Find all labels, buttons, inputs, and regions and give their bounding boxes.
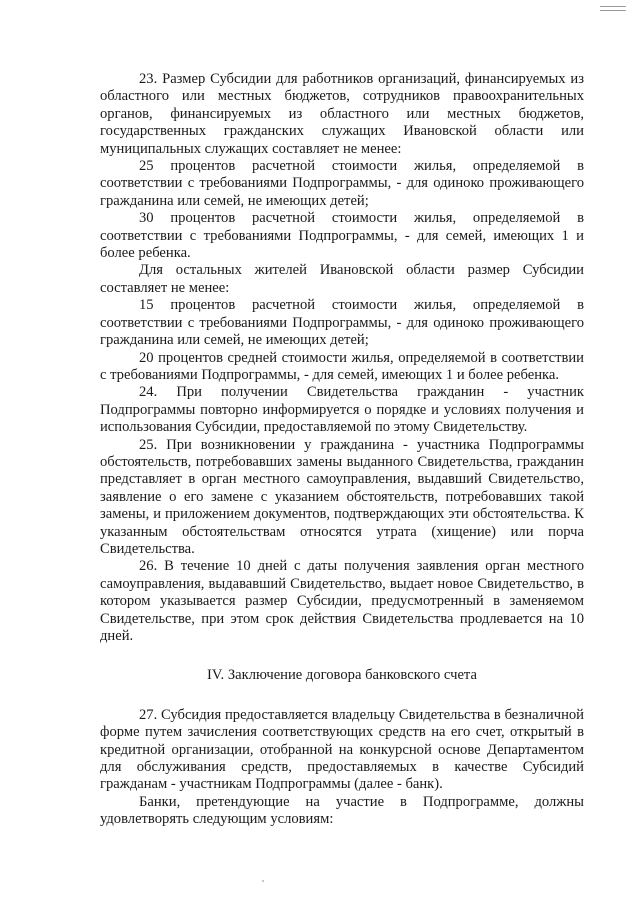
scan-corner-mark: [600, 6, 626, 16]
paragraph-25-percent: 25 процентов расчетной стоимости жилья, определяемой в соответствии с требованиями Подпрограммы, - для одиноко проживающего гражданина или семей, не имеющих детей;: [100, 158, 584, 209]
paragraph-other-residents: Для остальных жителей Ивановской области размер Субсидии составляет не менее:: [100, 262, 584, 296]
paragraph-26: 26. В течение 10 дней с даты получения заявления орган местного самоуправления, выдававший Свидетельство, выдает новое Свидетельство, в котором указывается размер Субсидии, предусмотренный в заменяемом Свидетельстве, при этом срок действия Свидетельства продлевается на 10 дней.: [100, 558, 584, 644]
paragraph-24: 24. При получении Свидетельства гражданин - участник Подпрограммы повторно информируется о порядке и условиях получения и использования Субсидии, предоставляемой по этому Свидетельству.: [100, 384, 584, 436]
paragraph-20-percent: 20 процентов средней стоимости жилья, определяемой в соответствии с требованиями Подпрограммы, - для семей, имеющих 1 и более ребенка.: [100, 349, 584, 383]
paragraph-15-percent: 15 процентов расчетной стоимости жилья, определяемой в соответствии с требованиями Подпрограммы, - для одиноко проживающего гражданина или семей, не имеющих детей;: [100, 297, 584, 349]
document-body: [100, 71, 584, 829]
scan-speck: [262, 880, 264, 882]
paragraph-27: 27. Субсидия предоставляется владельцу Свидетельства в безналичной форме путем зачисления соответствующих средств на его счет, открытый в кредитной организации, отобранной на конкурсной основе Департаментом для обслуживания средств, предоставляемых в качестве Субсидий гражданам - участникам Подпрограммы (далее - банк).: [100, 706, 584, 793]
paragraph-23: 23. Размер Субсидии для работников организаций, финансируемых из областного или местных бюджетов, сотрудников правоохранительных органов, финансируемых из областного или местных бюджетов, государственных гражданских служащих Ивановской области или муниципальных служащих составляет не менее:: [100, 71, 584, 157]
section-heading: IV. Заключение договора банковского счета: [207, 667, 477, 684]
paragraph-banks: Банки, претендующие на участие в Подпрограмме, должны удовлетворять следующим условиям:: [100, 793, 584, 828]
paragraph-25: 25. При возникновении у гражданина - участника Подпрограммы обстоятельств, потребовавших замены выданного Свидетельства, гражданин представляет в орган местного самоуправления, выдавший Свидетельство, заявление о его замене с указанием обстоятельств, потребовавших такой замены, и приложением документов, подтверждающих эти обстоятельства. К указанным обстоятельствам относятся утрата (хищение) или порча Свидетельства.: [100, 436, 584, 557]
paragraph-30-percent: 30 процентов расчетной стоимости жилья, определяемой в соответствии с требованиями Подпрограммы, - для семей, имеющих 1 и более ребенка.: [100, 210, 584, 262]
